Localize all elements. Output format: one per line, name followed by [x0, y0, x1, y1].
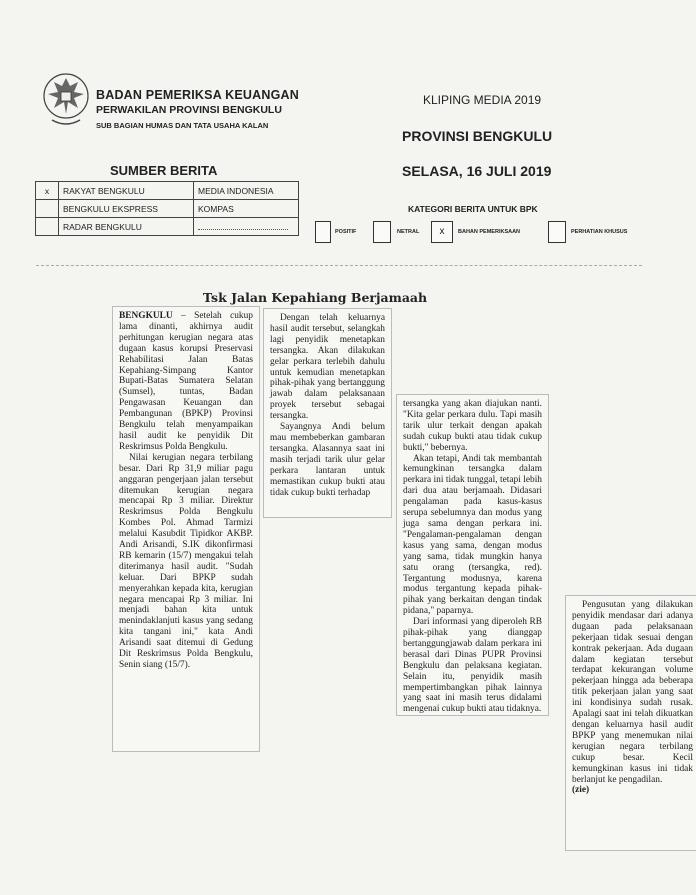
source-name: RADAR BENGKULU	[59, 218, 194, 236]
article-paragraph: Akan tetapi, Andi tak membantah kemungkinan tersangka dalam perkara ini tidak tunggal, tetapi lebih dari dua atau berjamaah. Didasari pengalaman pada kasus-kasus serupa sebelumnya dan modus yang juga sama dengan perkara ini. "Pengalaman-pengalaman dengan kasus yang sama, dengan modus yang sama, tidak mungkin hanya satu orang (tersangka, red). Tergantung modusnya, karena modus tergantung kepada pihak-pihak yang berkaitan dengan tindak pidana," paparnya.	[403, 453, 542, 617]
source-row	[36, 218, 299, 236]
category-label-netral: NETRAL	[397, 229, 420, 235]
source-name: MEDIA INDONESIA	[194, 182, 299, 200]
category-checkbox-bahan-pemeriksaan: x	[431, 221, 453, 243]
source-name: RAKYAT BENGKULU	[59, 182, 194, 200]
source-name: BENGKULU EKSPRESS	[59, 200, 194, 218]
org-name: BADAN PEMERIKSA KEUANGAN	[96, 88, 299, 102]
garuda-emblem-icon	[40, 68, 92, 130]
article-paragraph: Pengusutan yang dilakukan penyidik mendasar dari adanya dugaan pada pelaksanaan pekerjaan tidak sesuai dengan kontrak pekerjaan. Ada dugaan dalam kegiatan tersebut terdapat kekurangan volume pekerjaan hingga ada beberapa titik pekerjaan jalan yang saat ini kondisinya sudah rusak. Apalagi saat ini telah dikuatkan dengan keluarnya hasil audit BPKP yang menemukan nilai kerugian negara terbilang cukup besar. Kecil kemungkinan kasus ini tidak berlanjut ke pengadilan.	[572, 600, 693, 785]
article-paragraph	[119, 311, 253, 453]
category-checkbox-netral	[373, 221, 391, 243]
divider	[36, 265, 642, 266]
source-name: KOMPAS	[194, 200, 299, 218]
article-paragraph: Sayangnya Andi belum mau membeberkan gambaran tersangka. Alasannya saat ini masih terjadi tarik ulur gelar perkara lantaran untuk memastikan cukup bukti atau tidak cukup bukti terhadap	[270, 422, 385, 498]
source-table	[35, 181, 299, 236]
source-other-blank	[194, 218, 299, 236]
source-row	[36, 182, 299, 200]
dotted-line	[198, 229, 288, 230]
dateline: BENGKULU	[119, 311, 173, 321]
article-paragraph: Nilai kerugian negara terbilang besar. Dari Rp 31,9 miliar pagu anggaran pengerjaan jalan tersebut ditemukan kerugian negara mencapai Rp 3 miliar. Direktur Reskrimsus Polda Bengkulu Kombes Pol. Ahmad Tarmizi melalui Kasubdit Tipidkor AKBP. Andi Arisandi, S.IK dikonfirmasi RB kemarin (15/7) mengakui telah diterimanya hasil audit. "Sudah keluar. Dari BPKP sudah menyerahkan kepada kita, kerugian negara mencapai Rp 3 miliar. Ini menjadi bahan kita untuk menindaklanjuti kasus yang sedang kita tangani ini," kata Andi Arisandi saat ditemui di Gedung Dit Reskrimsus Polda Bengkulu, Senin siang (15/7).	[119, 452, 253, 670]
article-paragraph: Dari informasi yang diperoleh RB pihak-pihak yang dianggap bertanggungjawab dalam perkara ini berasal dari Dinas PUPR Provinsi Bengkulu dan pelaksana kegiatan. Selain itu, penyidik masih mempertimbangkan pihak lainnya yang saat ini masih terus didalami mengenai cukup bukti atau tidaknya.	[403, 617, 542, 715]
article-column-4	[565, 595, 696, 851]
category-label-perhatian-khusus: PERHATIAN KHUSUS	[571, 229, 628, 235]
article-headline: Tsk Jalan Kepahiang Berjamaah	[202, 290, 428, 305]
source-mark	[36, 218, 59, 236]
category-checkbox-positif	[315, 221, 331, 243]
category-checkbox-perhatian-khusus	[548, 221, 566, 243]
category-label-bahan-pemeriksaan: BAHAN PEMERIKSAAN	[458, 229, 521, 235]
category-label-positif: POSITIF	[335, 229, 357, 235]
source-label: SUMBER BERITA	[110, 163, 218, 178]
article-column-2	[263, 308, 392, 518]
author-signature: (zie)	[572, 785, 590, 796]
paragraph-text: – Setelah cukup lama dinanti, akhirnya audit perhitungan kerugian negara atas dugaan kasus korupsi Preservasi Rehabilitasi Jalan Batas Kepahiang-Simpang Kantor Bupati-Batas Sumatera Selatan (Sumsel), tuntas, Badan Pengawasan Keuangan dan Pembangunan (BPKP) Provinsi Bengkulu telah menyampaikan hasil audit ke penyidik Dit Reskrimsus Polda Bengkulu.	[119, 311, 253, 452]
org-division: SUB BAGIAN HUMAS DAN TATA USAHA KALAN	[96, 121, 269, 130]
article-paragraph: tersangka yang akan diajukan nanti. "Kita gelar perkara dulu. Tapi masih tarik ulur terkait dengan apakah sudah cukup bukti atau tidak cukup bukti," bebernya.	[403, 399, 542, 453]
province-title: PROVINSI BENGKULU	[402, 128, 553, 144]
date-title: SELASA, 16 JULI 2019	[402, 163, 552, 179]
article-column-3	[396, 394, 549, 716]
category-label: KATEGORI BERITA UNTUK BPK	[408, 204, 538, 214]
source-mark	[36, 200, 59, 218]
kliping-title: KLIPING MEDIA 2019	[423, 93, 542, 107]
source-row	[36, 200, 299, 218]
source-mark: x	[36, 182, 59, 200]
article-paragraph: Dengan telah keluarnya hasil audit tersebut, selangkah lagi penyidik menetapkan tersangka. Akan dilakukan gelar perkara terlebih dahulu untuk kemudian menetapkan pihak-pihak yang bertanggung jawab dalam pelaksanaan proyek tersebut sebagai tersangka.	[270, 313, 385, 422]
article-column-1	[112, 306, 260, 752]
org-branch: PERWAKILAN PROVINSI BENGKULU	[96, 104, 282, 116]
